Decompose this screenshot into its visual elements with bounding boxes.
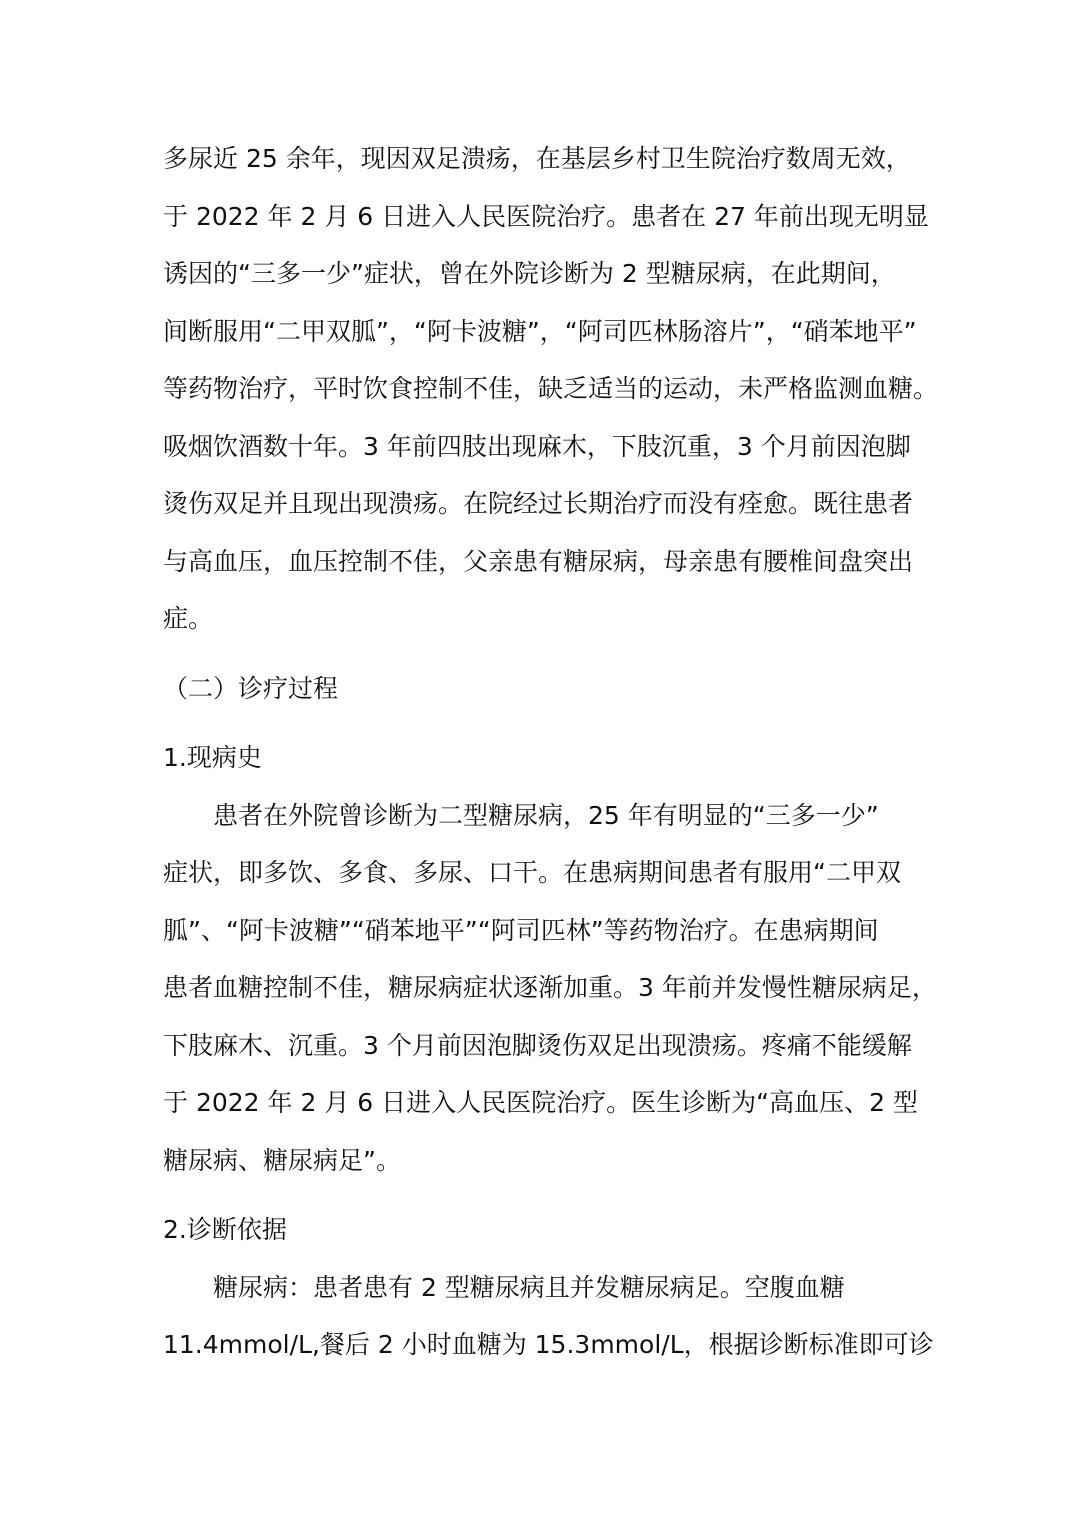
paragraph-present-illness	[163, 787, 940, 1190]
paragraph-line: 烫伤双足并且现出现溃疡。在院经过长期治疗而没有痊愈。既往患者	[163, 489, 914, 518]
paragraph-line: 症。	[163, 604, 214, 633]
paragraph-line: 糖尿病：患者患有 2 型糖尿病且并发糖尿病足。空腹血糖	[213, 1272, 845, 1302]
paragraph-line: 于 2022 年 2 月 6 日进入人民医院治疗。患者在 27 年前出现无明显	[163, 201, 929, 231]
paragraph-line: 等药物治疗，平时饮食控制不佳，缺乏适当的运动，未严格监测血糖。	[163, 374, 939, 403]
paragraph-line: 患者在外院曾诊断为二型糖尿病，25 年有明显的“三多一少”	[213, 800, 879, 830]
paragraph-line: 症状，即多饮、多食、多尿、口干。在患病期间患者有服用“二甲双	[163, 858, 901, 887]
section-heading-diagnosis-process: （二）诊疗过程	[163, 673, 339, 703]
paragraph-intro	[163, 130, 940, 648]
subsection-heading-diagnostic-basis: 2.诊断依据	[163, 1215, 287, 1244]
paragraph-line: 胍”、“阿卡波糖”“硝苯地平”“阿司匹林”等药物治疗。在患病期间	[163, 915, 879, 945]
paragraph-diagnostic-basis	[163, 1259, 940, 1374]
paragraph-line: 吸烟饮酒数十年。3 年前四肢出现麻木，下肢沉重，3 个月前因泡脚	[163, 431, 911, 461]
subsection-heading-present-illness: 1.现病史	[163, 743, 262, 772]
paragraph-line: 下肢麻木、沉重。3 个月前因泡脚烫伤双足出现溃疡。疼痛不能缓解	[163, 1030, 912, 1060]
paragraph-line: 多尿近 25 余年，现因双足溃疡，在基层乡村卫生院治疗数周无效，	[163, 144, 911, 173]
paragraph-line: 11.4mmol/L,餐后 2 小时血糖为 15.3mmol/L，根据诊断标准即可诊	[163, 1330, 934, 1359]
paragraph-line: 与高血压，血压控制不佳，父亲患有糖尿病，母亲患有腰椎间盘突出	[163, 546, 914, 576]
paragraph-line: 于 2022 年 2 月 6 日进入人民医院治疗。医生诊断为“高血压、2 型	[163, 1088, 918, 1117]
paragraph-line: 间断服用“二甲双胍”，“阿卡波糖”，“阿司匹林肠溶片”，“硝苯地平”	[163, 316, 917, 346]
paragraph-line: 诱因的“三多一少”症状，曾在外院诊断为 2 型糖尿病，在此期间，	[163, 259, 896, 288]
paragraph-line: 患者血糖控制不佳，糖尿病症状逐渐加重。3 年前并发慢性糖尿病足，	[163, 973, 937, 1002]
paragraph-line: 糖尿病、糖尿病足”。	[163, 1145, 401, 1175]
